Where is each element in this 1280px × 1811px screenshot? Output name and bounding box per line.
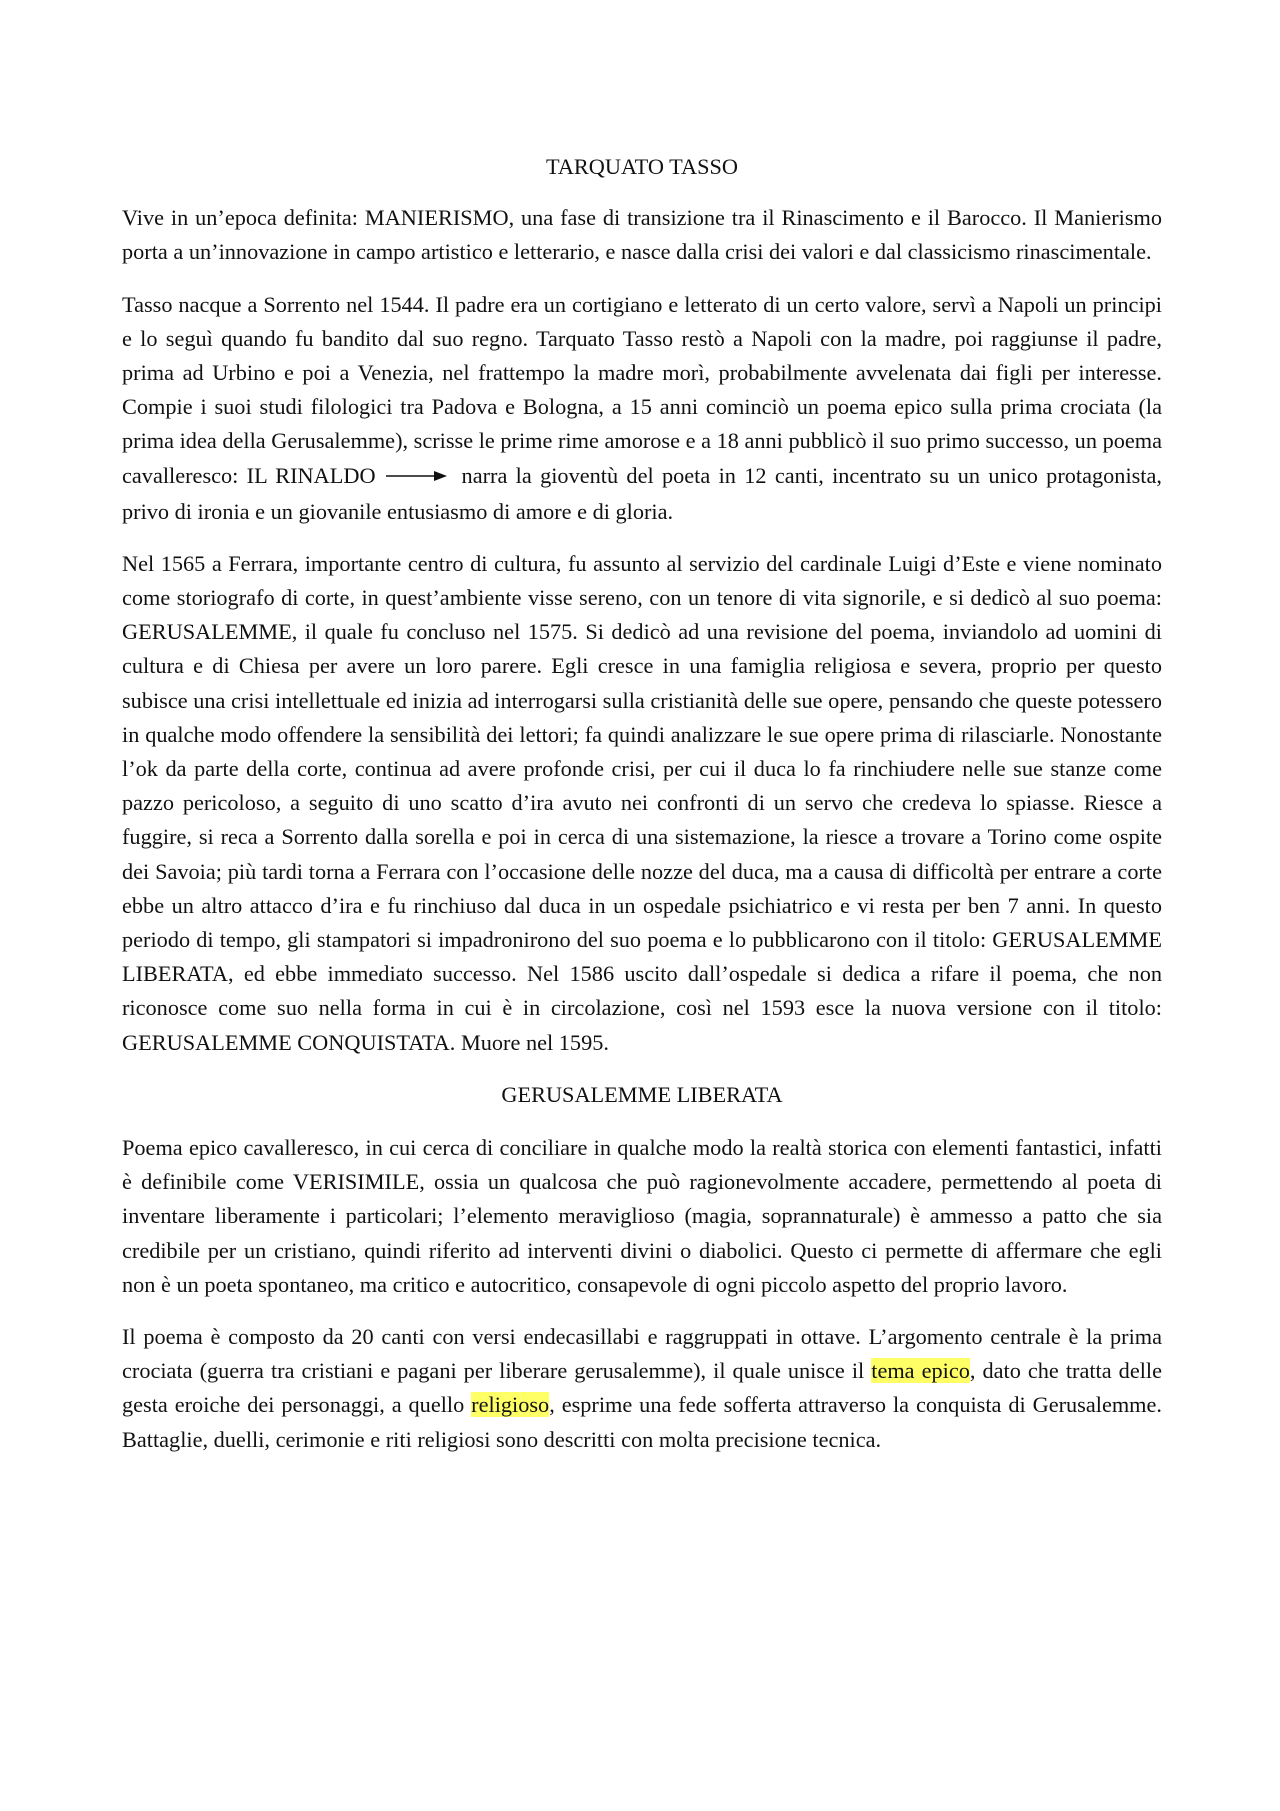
paragraph-text: , dato che tratta delle gesta eroiche dei personaggi, a quello xyxy=(122,1358,1162,1418)
page-title: TARQUATO TASSO xyxy=(546,154,738,179)
paragraph-text: narra la gioventù del poeta in 12 canti, incentrato su un unico protagonista, privo di ironia e un giovanile entusiasmo di amore e di gloria. xyxy=(122,462,1162,524)
paragraph-struttura-poema xyxy=(122,1320,1162,1457)
paragraph-biography-ferrara: Nel 1565 a Ferrara, importante centro di cultura, fu assunto al servizio del cardinale Luigi d’Este e viene nominato come storiografo di corte, in quest’ambiente visse sereno, con un tenore di vita signorile, e si dedicò al suo poema: GERUSALEMME, il quale fu concluso nel 1575. Si dedicò ad una revisione del poema, inviandolo ad uomini di cultura e di Chiesa per avere un loro parere. Egli cresce in una famiglia religiosa e severa, proprio per questo subisce una crisi intellettuale ed inizia ad interrogarsi sulla cristianità delle sue opere, pensando che queste potessero in qualche modo offendere la sensibilità dei lettori; fa quindi analizzare le sue opere prima di rilasciarle. Nonostante l’ok da parte della corte, continua ad avere profonde crisi, per cui il duca lo fa rinchiudere nelle sue stanze come pazzo pericoloso, a seguito di uno scatto d’ira avuto nei confronti di un servo che credeva lo spiasse. Riesce a fuggire, si reca a Sorrento dalla sorella e poi in cerca di una sistemazione, la riesce a trovare a Torino come ospite dei Savoia; più tardi torna a Ferrara con l’occasione delle nozze del duca, ma a causa di difficoltà per entrare a corte ebbe un altro attacco d’ira e fu rinchiuso dal duca in un ospedale psichiatrico e vi resta per ben 7 anni. In questo periodo di tempo, gli stampatori si impadronirono del suo poema e lo pubblicarono con il titolo: GERUSALEMME LIBERATA, ed ebbe immediato successo. Nel 1586 uscito dall’ospedale si dedica a rifare il poema, che non riconosce come suo nella forma in cui è in circolazione, così nel 1593 esce la nuova versione con il titolo: GERUSALEMME CONQUISTATA. Muore nel 1595. xyxy=(122,550,1162,1055)
highlighted-text: tema epico xyxy=(871,1358,970,1384)
paragraph-biography-early xyxy=(122,288,1162,529)
paragraph-text: , esprime una fede sofferta attraverso la conquista di Gerusalemme. Battaglie, duelli, cerimonie e riti religiosi sono descritti con molta precisione tecnica. xyxy=(122,1392,1162,1452)
highlighted-text: religioso xyxy=(471,1392,550,1418)
paragraph-text: Tasso nacque a Sorrento nel 1544. Il padre era un cortigiano e letterato di un certo valore, servì a Napoli un principi e lo seguì quando fu bandito dal suo regno. Tarquato Tasso restò a Napoli con la madre, poi raggiunse il padre, prima ad Urbino e poi a Venezia, nel frattempo la madre morì, probabilmente avvelenata dai figli per interesse. Compie i suoi studi filologici tra Padova e Bologna, a 15 anni cominciò un poema epico sulla prima crociata (la prima idea della Gerusalemme), scrisse le prime rime amorose e a 18 anni pubblicò il suo primo successo, un poema cavalleresco: IL RINALDO xyxy=(122,291,1162,488)
paragraph-manierismo: Vive in un’epoca definita: MANIERISMO, una fase di transizione tra il Rinascimento e il Barocco. Il Manierismo porta a un’innovazione in campo artistico e letterario, e nasce dalla crisi dei valori e dal classicismo rinascimentale. xyxy=(122,205,1162,265)
arrow-right-icon xyxy=(386,458,448,492)
document-page xyxy=(122,150,1162,1475)
paragraph-text: Il poema è composto da 20 canti con versi endecasillabi e raggruppati in ottave. L’argomento centrale è la prima crociata (guerra tra cristiani e pagani per liberare gerusalemme), il quale unisce il xyxy=(122,1324,1162,1384)
section-title: GERUSALEMME LIBERATA xyxy=(501,1081,783,1107)
paragraph-poema-epico: Poema epico cavalleresco, in cui cerca di conciliare in qualche modo la realtà storica con elementi fantastici, infatti è definibile come VERISIMILE, ossia un qualcosa che può ragionevolmente accadere, permettendo al poeta di inventare liberamente i particolari; l’elemento meraviglioso (magia, soprannaturale) è ammesso a patto che sia credibile per un cristiano, quindi riferito ad interventi divini o diabolici. Questo ci permette di affermare che egli non è un poeta spontaneo, ma critico e autocritico, consapevole di ogni piccolo aspetto del proprio lavoro. xyxy=(122,1135,1162,1297)
